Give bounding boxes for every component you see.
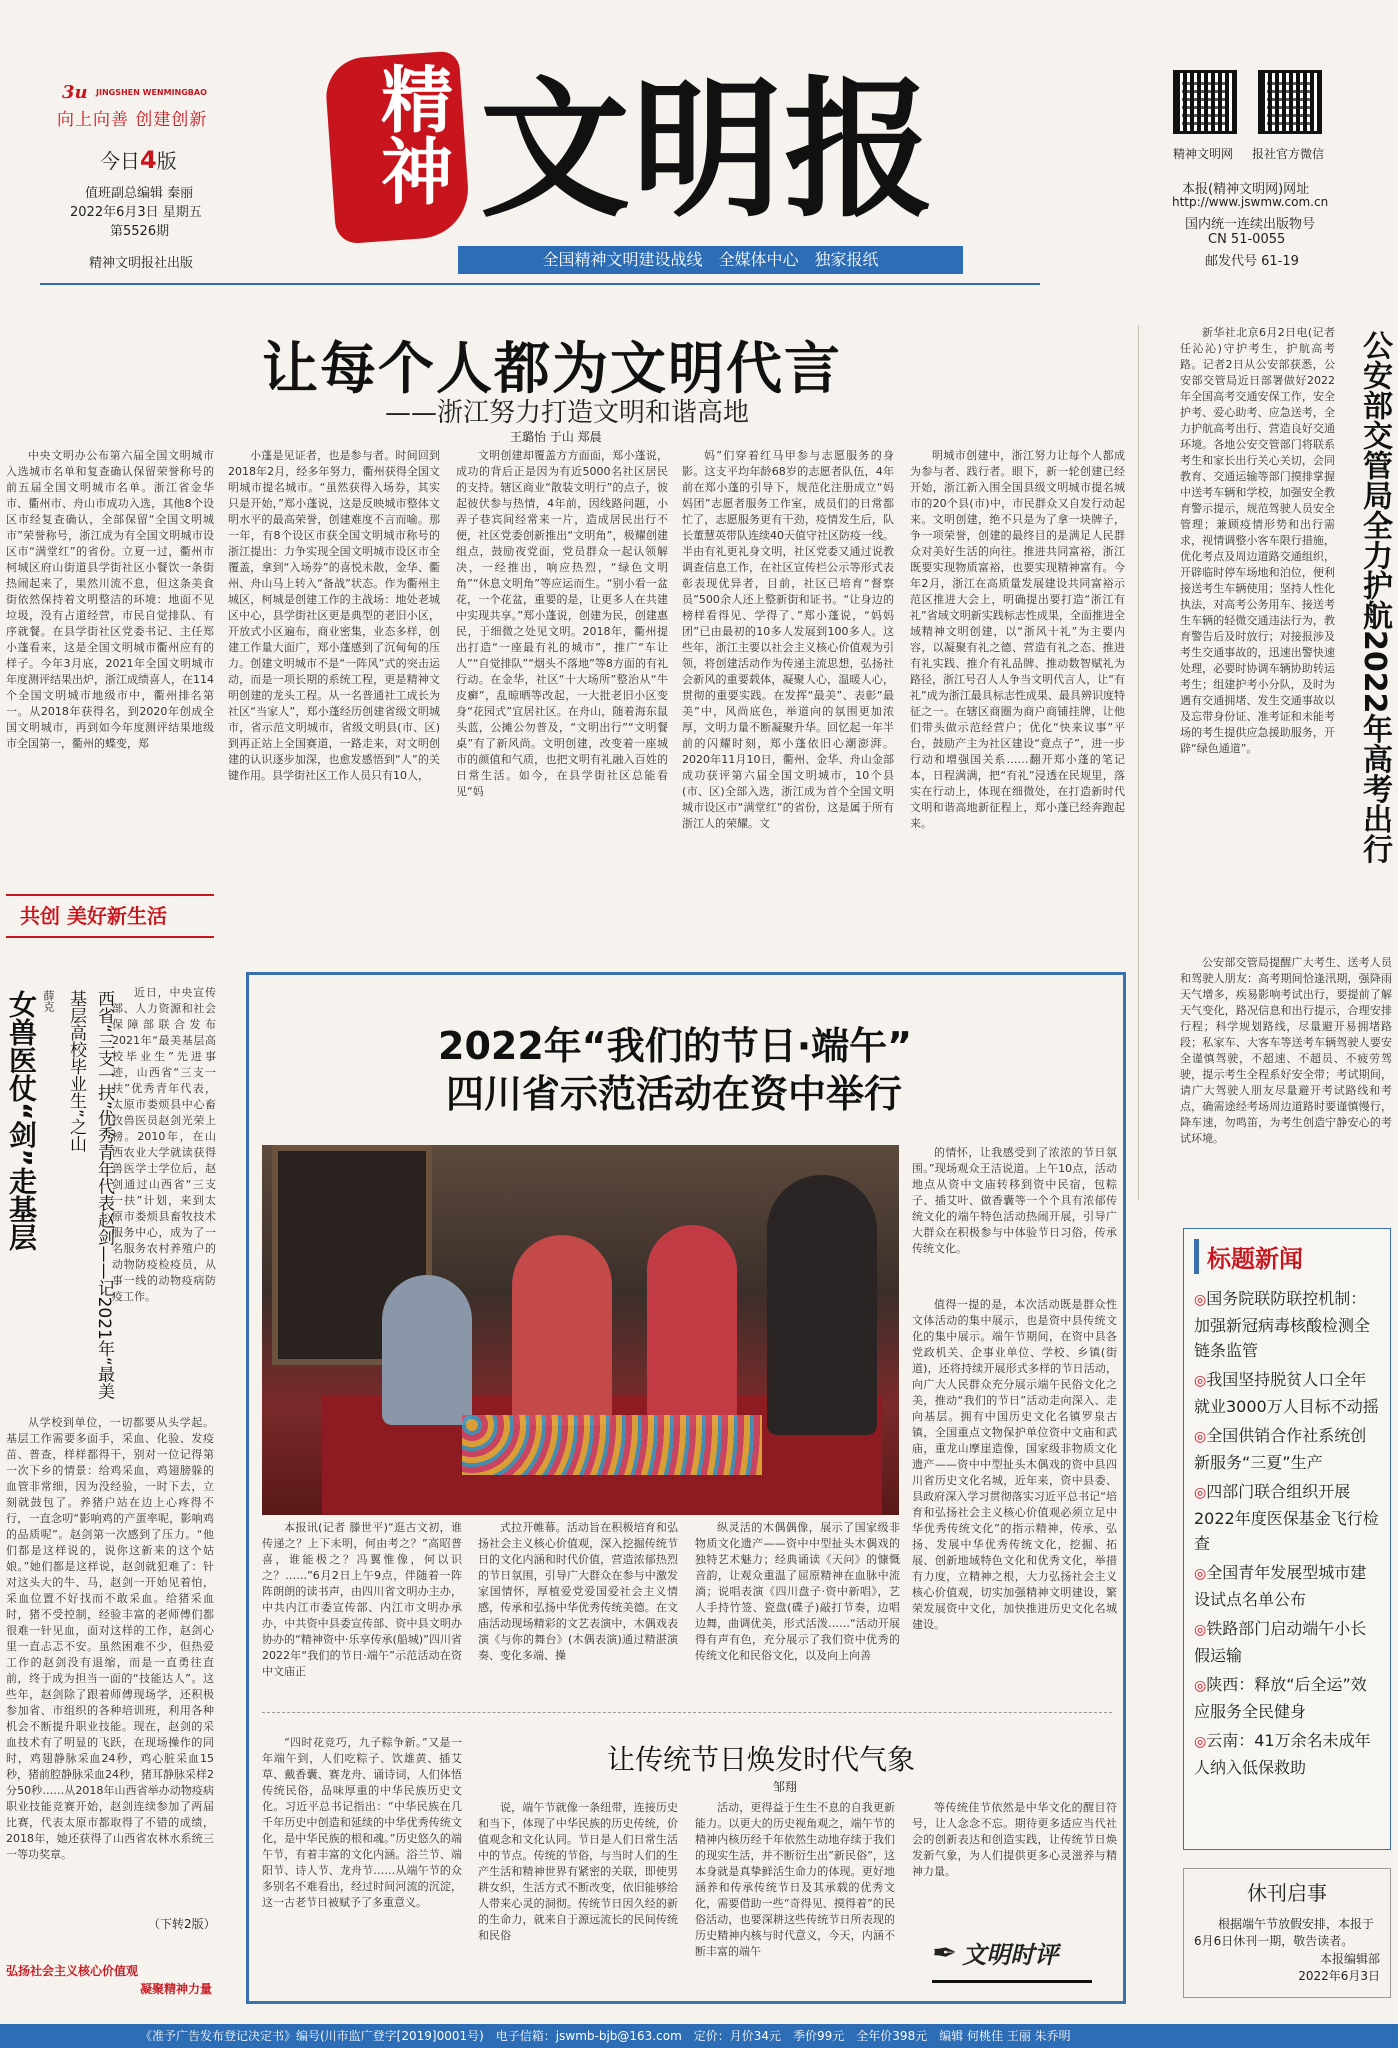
duanwu-right-body: 值得一提的是，本次活动既是群众性文体活动的集中展示，也是资中县传统文化的集中展示。端午节期间，在资中县各党政机关、企事业单位、学校、乡镇(街道)，还将持续开展形式多样的节日活动，向广大人民群众充分展示端午民俗文化之美，推动“我们的节日”活动走向深入、走向基层。拥有中国历史文化名镇罗泉古镇，全国重点文物保护单位资中文庙和武庙，重龙山摩崖造像，国家级非物质文化遗产——资中中型扯头木偶戏的资中县四川省历史文化名城，近年来，资中县委、县政府深入学习贯彻落实习近平总书记“培育和弘扬社会主义核心价值观必须立足中华优秀传统文化”的指示精神，传承、弘扬、发展中华优秀传统文化，挖掘、拓展、创新地域特色文化和优秀文化，举措有力度，立精神之根，大力弘扬社会主义核心价值观，切实加强精神文明建设，繁荣发展资中文化，加快推进历史文化名城建设。	[912, 1298, 1117, 1631]
duanwu-lower-col-2: 式拉开帷幕。活动旨在积极培育和弘扬社会主义核心价值观，深入挖掘传统节日的文化内涵和时代价值，营造浓郁热烈的节日氛围，引导广大群众在参与中激发家国情怀，厚植爱党爱国爱社会主义情感，传承和弘扬中华优秀传统美德。在文庙活动现场精彩的文艺表演中，木偶戏表演《与你的舞台》(木偶表演)通过精湛演奏、变化多端、操	[478, 1521, 678, 1662]
headline-item[interactable]: ◎陕西：释放“后全运”效应服务全民健身	[1194, 1675, 1367, 1721]
headline-item[interactable]: ◎全国供销合作社系统创新服务“三夏”生产	[1194, 1426, 1367, 1472]
headline-item[interactable]: ◎国务院联防联控机制：加强新冠病毒核酸检测全链条监管	[1194, 1289, 1371, 1360]
qr-code-icon	[1173, 70, 1237, 134]
photo-person	[767, 1175, 877, 1435]
commentary-logo-text: 文明时评	[962, 1941, 1059, 1969]
lead-col-1: 中央文明办公布第六届全国文明城市入选城市名单和复查确认保留荣誉称号的前五届全国文明城市名单。浙江省金华市、衢州市、舟山市成功入选，其他8个设区市经复查确认，全部保留“全国文明城市”荣誉称号，浙江成为有全国文明城市设区市“满堂红”的省份。立夏一过，衢州市柯城区府山街道县学街社区小餐饮一条街热闹起来了，果然川流不息，但这条美食街依然保持着文明整洁的环境：地面不见垃圾，没有占道经营，市民自觉排队、有序就餐。在县学街社区党委书记、主任郑小蓬看来，这是全国文明城市衢州应有的样子。今年3月底，2021年全国文明城市年度测评结果出炉，浙江成绩喜人，在114个全国文明城市地级市中，衢州排名第一。从2018年获得名，到2020年创成全国文明城市，再到如今年度测评结果地级市全国第一，衢州的蝶变，郑	[6, 449, 214, 750]
commentary-col-2: 说，端午节就像一条纽带，连接历史和当下，体现了中华民族的历史传统，价值观念和文化认同。节日是人们日常生活中的节点。传统的节俗，与当时人们的生产生活和精神世界有紧密的关联，即使男耕女织，生活方式不断改变，依旧能够给人带来心灵的洞彻。传统节日因久经的新的生命力，就来自于源远流长的民间传统和民俗	[478, 1801, 678, 1942]
pen-icon: ✒	[932, 1936, 958, 1971]
duanwu-lower-col-3: 纵灵活的木偶偶像，展示了国家级非物质文化遗产——资中中型扯头木偶戏的独特艺术魅力；经典诵读《天问》的慷慨音韵，让观众重温了屈原精神在血脉中流淌；说唱表演《四川盘子·资中新唱》，艺人手持竹签、瓷盘(碟子)敲打节奏，边唱边舞，曲调优美，形式活泼……“活动开展得有声有色，充分展示了我们资中优秀的传统文化和民俗文化，以及向上向善	[695, 1521, 900, 1662]
headline-item[interactable]: ◎铁路部门启动端午小长假运输	[1194, 1619, 1367, 1665]
duty-editor: 值班副总编辑 秦丽	[85, 186, 194, 201]
lead-byline: 王璐怡 于山 郑晨	[510, 430, 602, 444]
rest-notice	[1183, 1868, 1391, 1998]
lead-title: 让每个人都为文明代言	[262, 337, 842, 402]
headlines-list	[1194, 1286, 1380, 1780]
qr-code-icon	[1258, 70, 1322, 134]
cn-label: 国内统一连续出版物号	[1185, 217, 1316, 232]
post-code: 邮发代号 61-19	[1205, 254, 1299, 269]
brand-small: JINGSHEN WENMINGBAO	[96, 88, 207, 97]
today-pages: 今日4版	[100, 146, 177, 174]
title-red-text: 精神	[369, 62, 454, 206]
duanwu-right-top: 的情怀，让我感受到了浓浓的节日氛围。”现场观众王洁说道。上午10点，活动地点从资中文庙转移到资中民宿，包粽子、插艾叶、做香囊等一个个具有浓郁传统文化的端午特色活动热闹开展，引导广大群众在积极参与中体验节日习俗，传承传统文化。	[912, 1146, 1117, 1255]
duanwu-title-1: 2022年“我们的节日·端午”	[438, 1024, 913, 1068]
issue-number: 第5526期	[110, 224, 170, 239]
photo-person	[647, 1225, 737, 1425]
bullet-icon: ◎	[1194, 1373, 1207, 1389]
commentary-byline: 邹翔	[773, 1780, 798, 1794]
headline-item[interactable]: ◎全国青年发展型城市建设试点名单公布	[1194, 1563, 1367, 1609]
bullet-icon: ◎	[1194, 1678, 1207, 1694]
lead-col-2: 小蓬是见证者，也是参与者。时间回到2018年2月，经多年努力，衢州获得全国文明城市提名城市。“虽然获得入场券，其实只是开始，”郑小蓬说，这是反映城市整体文明水平的最高荣誉，创建难度不言而喻。那一年，有8个设区市获全国文明城市称号的浙江提出：力争实现全国文明城市设区市全覆盖，拿到“入场券”的喜悦未散，金华、衢州、舟山马上转入“备战”状态。作为衢州主城区，柯城是创建工作的主战场：地处老城区中心，县学街社区更是典型的老旧小区，开放式小区遍布，商业密集，业态多样，创建工作量大面广，郑小蓬感到了沉甸甸的压力。创建文明城市不是“一阵风”式的突击运动，而是一项长期的系统工程，更是精神文明创建的龙头工程。从一名普通社工成长为社区“当家人”，郑小蓬经历创建省级文明城市，省示范文明城市，省级文明县(市、区)到再正站上全国赛道，一路走来，对文明创建的认识逐步加深，也愈发感悟到“人”的关键作用。县学街社区工作人员只有10人，	[228, 449, 440, 782]
headline-item[interactable]: ◎云南：41万余名未成年人纳入低保救助	[1194, 1731, 1371, 1777]
masthead	[0, 0, 1398, 330]
right-story-headline: 公安部交管局全力护航2022年高考出行	[1357, 330, 1392, 864]
rest-notice-date: 2022年6月3日	[1298, 1969, 1380, 1983]
headlines-box	[1183, 1228, 1391, 1850]
commentary-title: 让传统节日焕发时代气象	[607, 1743, 916, 1776]
headlines-title: 标题新闻	[1194, 1239, 1380, 1274]
photo-person	[512, 1235, 612, 1425]
headline-item[interactable]: ◎我国坚持脱贫人口全年就业3000万人目标不动摇	[1194, 1370, 1379, 1416]
commentary-col-4: 等传统佳节依然是中华文化的醒目符号，让人念念不忘。期待更多适应当代社会的创新表达和创造实践，让传统节日焕发新气象，为人们提供更多心灵滋养与精神力量。	[912, 1801, 1117, 1878]
masthead-divider	[40, 283, 1040, 285]
masthead-banner	[458, 246, 963, 274]
bullet-icon: ◎	[1194, 1734, 1207, 1750]
duanwu-lower-col-1: 本报讯(记者 滕世平)“逛古文初，谁传递之？上下未明，何由考之？”高昭普喜，谁能极之？冯翼惟像，何以识之？……”6月2日上午9点，伴随着一阵阵朗朗的读书声，由四川省文明办主办，中共内江市委宣传部、内江市文明办承办，中共资中县委宣传部、资中县文明办协办的“精神资中·乐享传承(船城)”四川省2022年“我们的节日·端午”示范活动在资中文庙正	[262, 1521, 462, 1678]
vet-intro: 近日，中央宣传部、人力资源和社会保障部联合发布2021年“最美基层高校毕业生”先进事迹，山西省“三支一扶”优秀青年代表，太原市娄烦县中心畜牧兽医员赵剑光荣上榜。2010年，在山西农业大学就读获得兽医学士学位后，赵剑通过山西省“三支一扶”计划，来到太原市娄烦县畜牧技术服务中心，成为了一名服务农村养殖户的动物防疫检疫员，从事一线的动物疫病防疫工作。	[112, 986, 216, 1303]
site-label: 本报(精神文明网)网址	[1182, 182, 1310, 197]
right-column-divider	[1138, 325, 1139, 1200]
bullet-icon: ◎	[1194, 1622, 1207, 1638]
commentary-logo	[932, 1935, 1092, 1983]
commentary-divider	[262, 1712, 1112, 1713]
vet-kicker: 薛克	[42, 990, 55, 1012]
ad-text: 共创 美好新生活	[20, 904, 167, 928]
bullet-icon: ◎	[1194, 1485, 1207, 1501]
bottom-slogan-right: 凝聚精神力量	[140, 1982, 213, 1996]
lead-col-4: 妈”们穿着红马甲参与志愿服务的身影。这支平均年龄68岁的志愿者队伍，4年前在郑小蓬的引导下，规范化注册成立“妈妈团”志愿者服务工作室，成员们的日常都忙了，志愿服务更有干劲，疫情发生后，队长董慧英带队连续40天值守社区防疫一线。半由有礼更礼身文明，社区党委又通过说教调查信息工作，在社区宣传栏公示等形式表彰表现优异者，目前，社区已培育“督察员”500余人还上整新街和证书。“让身边的榜样看得见、学得了、”郑小蓬说，“妈妈团”已由最初的10多人发展到100多人。这些年，浙江主要以社会主义核心价值观为引领，将创建活动作为传递主流思想，弘扬社会新风的重要载体，凝聚人心，温暖人心，贯彻的重要实践。在发挥“最美”、表彰“最美”中，风尚底色，举道向的氛围更加浓厚，文明力量不断凝聚升华。回忆起一年半前的闪耀时刻，郑小蓬依旧心潮澎湃。2020年11月10日，衢州、金华、舟山金部成功获评第六届全国文明城市，10个县(市、区)全部入选，浙江成为首个全国文明城市设区市“满堂红”的省份，这是属于所有浙江人的荣耀。文	[682, 449, 894, 830]
brand-logo: 3u	[62, 82, 88, 103]
issue-date: 2022年6月3日 星期五	[70, 205, 202, 220]
rest-notice-body: 根据端午节放假安排，本报于6月6日休刊一期，敬告读者。	[1194, 1917, 1375, 1948]
bullet-icon: ◎	[1194, 1566, 1207, 1582]
bullet-icon: ◎	[1194, 1429, 1207, 1445]
vet-continued: （下转2版）	[148, 1917, 216, 1931]
site-url[interactable]: http://www.jswmw.com.cn	[1172, 195, 1329, 209]
qr2-label: 报社官方微信	[1252, 147, 1325, 161]
lead-col-5: 明城市创建中，浙江努力让每个人都成为参与者、践行者。眼下，新一轮创建已经开始，浙江新入围全国县级文明城市提名城市的20个县(市)中，市民群众又自发行动起来。文明创建，绝不只是为了拿一块牌子，争一项荣誉，创建的最终目的是满足人民群众对美好生活的向往。推进共同富裕，浙江既要实现物质富裕，也要实现精神富有。今年2月，浙江在高质量发展建设共同富裕示范区推进大会上，明确提出要打造“浙江有礼”省域文明新实践标志性成果，全面推进全域精神文明创建，以“浙风十礼”为主要内容，以凝聚有礼之德、营造有礼之态、推进有礼实践、推介有礼品牌、推动数智赋礼为路径，浙江号召人人争当文明代言人，让“有礼”成为浙江最具标志性成果、最具辨识度特征之一。在辖区商圈为商户商铺挂牌，让他们带头做示范经营户；优化“快来议事”平台，鼓励产主为社区建设“竟点子”，进一步行动和增强国关系……翻开郑小蓬的笔记本，日程满满，把“有礼”浸透在民规里，落实在行动上，体现在细微处，在打造新时代文明和谐高地新征程上，郑小蓬已经奔跑起来。	[910, 449, 1125, 830]
photo-person	[382, 1275, 472, 1425]
duanwu-photo	[262, 1145, 899, 1515]
footer-bar	[0, 2024, 1398, 2048]
bottom-slogan-left: 弘扬社会主义核心价值观	[6, 1964, 139, 1978]
commentary-col-1: “四时花竞巧，九子粽争新。”又是一年端午到，人们吃粽子、饮雄黄、插艾草、戴香囊、赛龙舟、诵诗词，人们体悟传统民俗，品味厚重的中华民族历史文化。习近平总书记指出：“中华民族在几千年历史中创造和延续的中华优秀传统文化，是中华民族的根和魂。”历史悠久的端午节，有着丰富的文化内涵。浴兰节、端阳节、诗人节、龙舟节……从端午节的众多别名不难看出，经过时间河流的沉淀，这一古老节日被赋予了多重意义。	[262, 1736, 462, 1909]
right-story-body: 新华社北京6月2日电(记者 任沁沁)守护考生，护航高考路。记者2日从公安部获悉，公安部交管局近日部署做好2022年全国高考交通安保工作，安全护考、爱心助考、应急送考，全力护航高考出行、营造良好交通环境。各地公安交管部门将联系考生和家长出行关心关切，会同教育、交通运输等部门摸排掌握中送考车辆和学校，加强安全教育警示提示，规范驾驶人员安全管理；兼顾疫情形势和出行需求，视情调整小客车限行措施，优化考点及周边道路交通组织，开辟临时停车场地和泊位，便利接送考生车辆使用；坚持人性化执法，对高考公务用车、接送考生车辆的轻微交通违法行为，教育警告后及时放行；对接报涉及考生交通事故的，迅速出警快速处理，必要时协调车辆协助转运考生；组建护考小分队，及时为遇有交通拥堵、发生交通事故以及忘带身份证、准考证和未能考场的考生提供应急援助服务，开辟“绿色通道”。	[1180, 326, 1335, 755]
banner-text: 全国精神文明建设战线 全媒体中心 独家报纸	[542, 250, 879, 269]
right-story-body-2: 公安部交管局提醒广大考生、送考人员和驾驶人朋友：高考期间恰逢汛期，强降雨天气增多，疾易影响考试出行，要提前了解天气变化，路况信息和出行提示，合理安排行程；科学规划路线，尽量避开易拥堵路段；私家车、大客车等送考车辆驾驶人要安全谨慎驾驶，不超速、不超员、不疲劳驾驶，提示考生全程系好安全带；考试期间，请广大驾驶人朋友尽量避开考试路线和考点，确需途经考场周边道路时要谨慎慢行，降车速，勿鸣笛，为考生创造宁静安心的考试环境。	[1180, 956, 1392, 1145]
publisher: 精神文明报社出版	[89, 256, 194, 271]
lead-col-3: 文明创建却覆盖方方面面，郑小蓬说，成功的背后正是因为有近5000名社区居民的支持。辖区商业“散装文明行”的点子，彼起彼伏参与热情，4年前，因线路问题，小弄子巷宾间经常来一片，造成居民出行不便，社区党委创新推出“文明角”，极耀创建组点，鼓励夜党面，党员群众一起认领解决，一经推出，响应热烈，“绿色文明角”“休息文明角”等应运而生。“别小看一盆花，一个花盆，重要的是，让更多人在共建中实现共享。”郑小蓬说，创建为民，创建惠民，于细微之处见文明。2018年，衢州提出打造“一座最有礼的城市”，推广“车让人”“自觉排队”“烟头不落地”等8方面的有礼行动。在金华，社区“十大场所”整治从“牛皮癣”，乱晾晒等改起，一大批老旧小区变身“花园式”宜居社区。在舟山，随着海东鼠头蓝，公摊公勿普及，“文明出行”“文明餐桌”有了新风尚。文明创建，改变着一座城市的颜值和气质，也把文明有礼融入百姓的日常生活。如今，在县学街社区总能看见“妈	[456, 449, 668, 798]
qr1-label: 精神文明网	[1173, 147, 1234, 161]
masthead-slogan: 向上向善 创建创新	[57, 110, 208, 130]
rest-notice-sign: 本报编辑部	[1319, 1952, 1380, 1966]
rest-notice-title: 休刊启事	[1247, 1881, 1327, 1905]
cn-number: CN 51-0055	[1208, 232, 1286, 247]
duanwu-title-2: 四川省示范活动在资中举行	[446, 1072, 903, 1116]
title-black-text: 文明报	[480, 62, 937, 238]
lead-subtitle: ——浙江努力打造文明和谐高地	[385, 398, 750, 428]
vet-title: 女兽医仗“剑”走基层	[5, 990, 38, 1251]
footer-text: 《准予广告发布登记决定书》编号(川市监广登字[2019]0001号) 电子信箱：jswmb-bjb@163.com 定价：月价34元 季价99元 全年价398元 编辑 何桃佳 王丽 朱乔明	[140, 2029, 1071, 2043]
ad-strip	[6, 894, 214, 938]
vet-deck: 西省“三支一扶”优秀青年代表赵剑——记2021年“最美基层高校毕业生”之山	[66, 990, 114, 1400]
photo-sachets	[462, 1415, 762, 1475]
commentary-col-3: 活动，更得益于生生不息的自我更新能力。以更大的历史视角观之，端午节的精神内核历经千年依然生动地存续于我们的现实生活，并不断衍生出“新民俗”，这本身就是真挚鲜活生命力的体现。更好地涵养和传承传统节日及其承载的优秀文化，需要借助一些“奇得见、摸得着”的民俗活动，也要深耕这些传统节日所表现的历史精神内核与时代意义，今天，内涵不断丰富的端午	[695, 1801, 895, 1958]
bullet-icon: ◎	[1194, 1292, 1207, 1308]
headline-item[interactable]: ◎四部门联合组织开展2022年度医保基金飞行检查	[1194, 1482, 1379, 1553]
vet-body: 从学校到单位，一切都要从头学起。基层工作需要多面手，采血、化验、发疫苗、普查，样样都得干，别对一位记得第一次下乡的情景：给鸡采血，鸡翅膀躲的血管非常细，因为没经验，一时下去，立刻就鼓包了。养猪户站在边上心疼得不行，一直念叨“影响鸡的产蛋率呢，影响鸡的品质呢”。赵剑第一次感到了压力。“他们都是这样说的，说你这新来的这个姑娘。”她们都是这样说，赵剑就犯难了：针对这头大的牛、马，赵剑一开始见着怕，采血位置不好找而不敢采血。给猪采血时，猪不受控制，经验丰富的老师傅们都很难一针见血，面对这样的工作，赵剑心里一直忐忑不安。虽然困难不少，但热爱工作的赵剑没有退缩，而是一直勇往直前，终于成为担当一面的“技能达人”。这些年，赵剑除了跟着师傅现场学，还积极参加省、市组织的各种培训班，利用各种机会不断提升职业技能。现在，赵剑的采血技术有了明显的飞跃，在现场操作的同时，鸡翅静脉采血24秒，鸡心脏采血15秒，猪前腔静脉采血24秒，猪耳静脉采样2分50秒……从2018年山西省举办动物疫病职业技能竞赛开始，赵剑连续参加了两届比赛，代表太原市都取得了不错的成绩，2018年，她还获得了山西省农林水系统三一等功奖章。	[6, 1416, 214, 1861]
